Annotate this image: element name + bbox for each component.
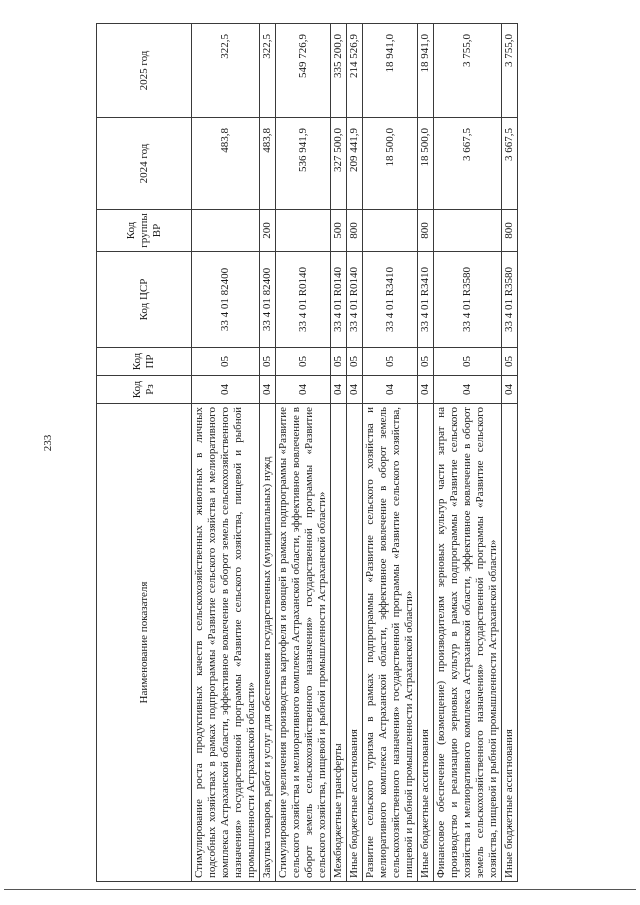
row-name: Иные бюджетные ассигнования [502,404,518,882]
row-rz: 04 [260,376,276,404]
header-name: Наименование показателя [97,404,192,882]
table-row [260,24,276,882]
row-pr: 05 [260,348,276,376]
row-2024: 483,8 [260,118,276,210]
row-2024: 3 667,5 [434,118,502,210]
table-row [434,24,502,882]
row-vr [276,210,331,252]
header-rz: Код Рз [97,376,192,404]
row-name: Закупка товаров, работ и услуг для обеспечения государственных (муниципальных) нужд [260,404,276,882]
row-name: Стимулирование увеличения производства картофеля и овощей в рамках подпрограммы «Развитие сельского хозяйства и мелиоративного комплекса Астраханской области, эффективное вовлечение в оборот земель сельскохозяйственного назначения» государственной программы «Развитие сельского хозяйства, пищевой и рыбной промышленности Астраханской области» [276,404,331,882]
row-vr: 200 [260,210,276,252]
row-2024: 536 941,9 [276,118,331,210]
row-2025: 214 526,9 [347,24,363,118]
row-vr [434,210,502,252]
table-row [502,24,518,882]
row-vr [192,210,260,252]
header-csr: Код ЦСР [97,252,192,348]
table-row [331,24,347,882]
rotated-table-container [96,24,592,882]
row-name: Стимулирование роста продуктивных качеств сельскохозяйственных животных в личных подсобных хозяйствах в рамках подпрограммы «Развитие сельского хозяйства и мелиоративного комплекса Астраханской области, эффективное вовлечение в оборот земель сельскохозяйственного назначения» государственной программы «Развитие сельского хозяйства, пищевой и рыбной промышленности Астраханской области» [192,404,260,882]
row-name: Межбюджетные трансферты [331,404,347,882]
row-rz: 04 [434,376,502,404]
row-vr: 800 [347,210,363,252]
table-header-row [97,24,192,882]
row-2024: 209 441,9 [347,118,363,210]
row-name: Финансовое обеспечение (возмещение) производителям зерновых культур части затрат на производство и реализацию зерновых культур в рамках подпрограммы «Развитие сельского хозяйства и мелиоративного комплекса Астраханской области, эффективное вовлечение в оборот земель сельскохозяйственного назначения» государственной программы «Развитие сельского хозяйства, пищевой и рыбной промышленности Астраханской области» [434,404,502,882]
row-rz: 04 [418,376,434,404]
row-rz: 04 [363,376,418,404]
row-pr: 05 [502,348,518,376]
row-pr: 05 [192,348,260,376]
row-name: Иные бюджетные ассигнования [347,404,363,882]
scan-edge-line [4,889,636,890]
row-name: Развитие сельского туризма в рамках подпрограммы «Развитие сельского хозяйства и мелиоративного комплекса Астраханской области, эффективное вовлечение в оборот земель сельскохозяйственного назначения» государственной программы «Развитие сельского хозяйства, пищевой и рыбной промышленности Астраханской области» [363,404,418,882]
row-rz: 04 [502,376,518,404]
row-pr: 05 [347,348,363,376]
row-2025: 549 726,9 [276,24,331,118]
row-rz: 04 [331,376,347,404]
row-2025: 322,5 [260,24,276,118]
row-csr: 33 4 01 82400 [192,252,260,348]
row-2024: 3 667,5 [502,118,518,210]
header-2024: 2024 год [97,118,192,210]
header-pr: Код ПР [97,348,192,376]
row-pr: 05 [276,348,331,376]
row-pr: 05 [363,348,418,376]
header-vr: Код группы ВР [97,210,192,252]
row-csr: 33 4 01 R0140 [276,252,331,348]
table-row [418,24,434,882]
table-row [276,24,331,882]
row-2025: 335 200,0 [331,24,347,118]
row-csr: 33 4 01 82400 [260,252,276,348]
row-2024: 18 500,0 [418,118,434,210]
row-vr: 500 [331,210,347,252]
row-rz: 04 [347,376,363,404]
row-csr: 33 4 01 R3410 [363,252,418,348]
row-vr [363,210,418,252]
table-row [363,24,418,882]
row-2024: 18 500,0 [363,118,418,210]
row-name: Иные бюджетные ассигнования [418,404,434,882]
row-csr: 33 4 01 R0140 [347,252,363,348]
page-number: 233 [42,434,54,452]
row-2025: 3 755,0 [502,24,518,118]
row-pr: 05 [434,348,502,376]
row-2024: 483,8 [192,118,260,210]
row-2025: 18 941,0 [363,24,418,118]
row-csr: 33 4 01 R0140 [331,252,347,348]
row-2025: 3 755,0 [434,24,502,118]
row-pr: 05 [418,348,434,376]
row-2025: 322,5 [192,24,260,118]
row-pr: 05 [331,348,347,376]
row-csr: 33 4 01 R3410 [418,252,434,348]
row-rz: 04 [276,376,331,404]
row-csr: 33 4 01 R3580 [434,252,502,348]
row-rz: 04 [192,376,260,404]
row-csr: 33 4 01 R3580 [502,252,518,348]
row-2025: 18 941,0 [418,24,434,118]
table-row [192,24,260,882]
row-vr: 800 [502,210,518,252]
table-row [347,24,363,882]
row-vr: 800 [418,210,434,252]
budget-table [96,23,518,882]
header-2025: 2025 год [97,24,192,118]
row-2024: 327 500,0 [331,118,347,210]
